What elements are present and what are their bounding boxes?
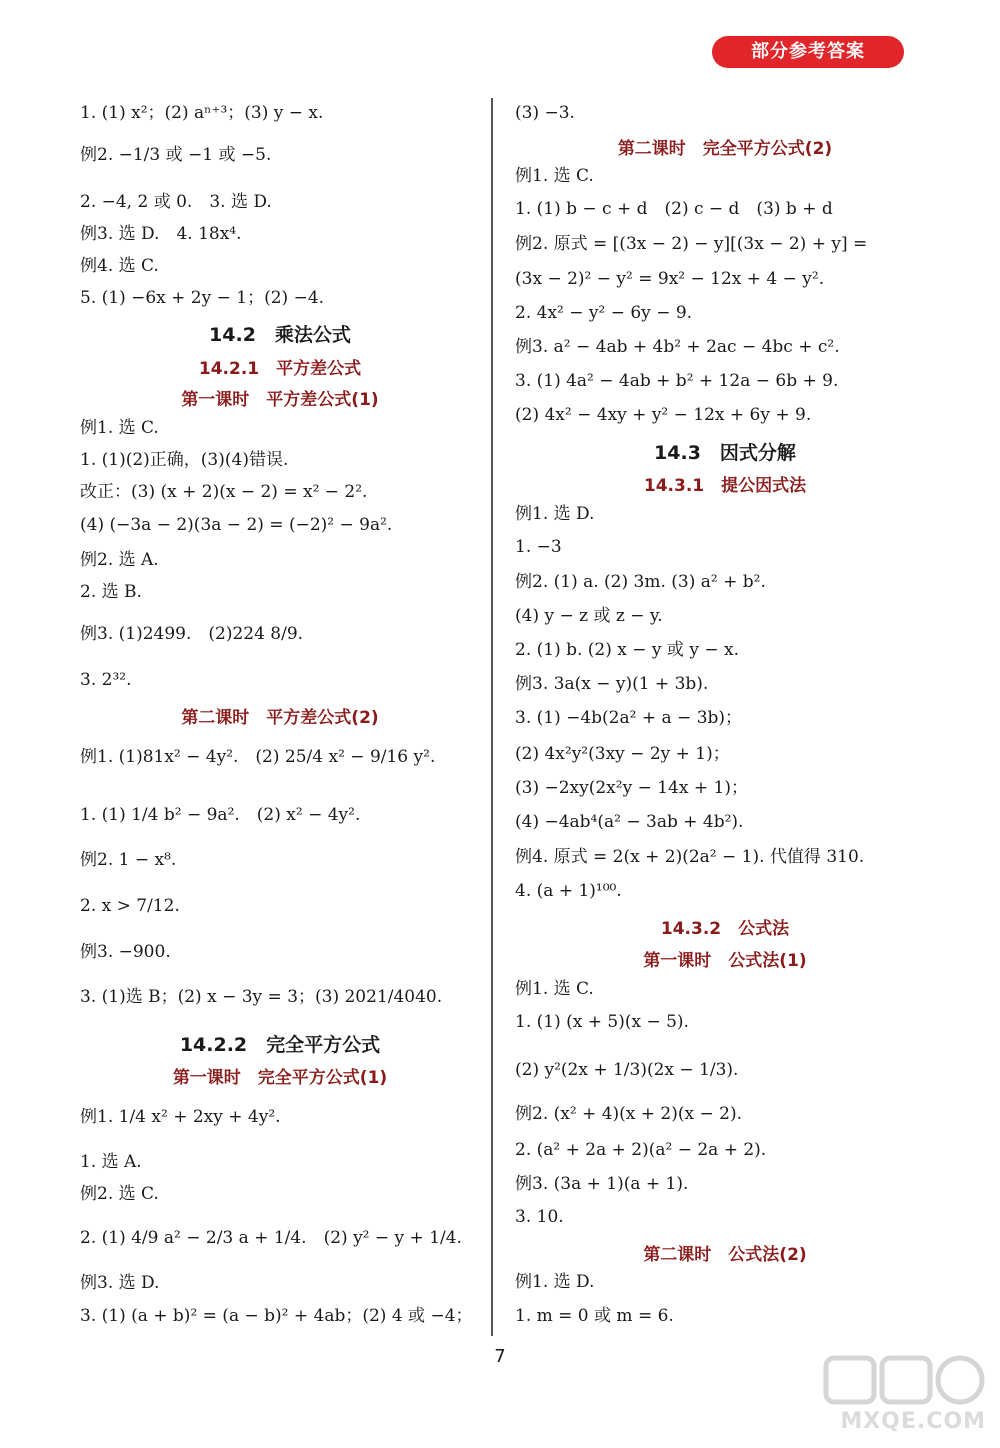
answer-line: 例1. 选 D.: [515, 1272, 595, 1292]
answer-line: 5. (1) −6x + 2y − 1；(2) −4.: [80, 288, 325, 308]
answer-line: 例2. 选 A.: [80, 550, 159, 570]
lesson-heading: 第一课时 完全平方公式(1): [172, 1068, 388, 1088]
answer-line: (4) (−3a − 2)(3a − 2) = (−2)² − 9a².: [80, 515, 393, 535]
answer-line: 例2. (1) a. (2) 3m. (3) a² + b².: [515, 572, 766, 592]
answer-line: 例4. 原式 = 2(x + 2)(2a² − 1). 代值得 310.: [515, 847, 865, 867]
answer-line: 例1. 选 C.: [80, 418, 159, 438]
answer-line: 2. 选 B.: [80, 582, 142, 602]
answer-line: (2) 4x² − 4xy + y² − 12x + 6y + 9.: [515, 405, 812, 425]
answer-line: 1. (1) x²；(2) aⁿ⁺³；(3) y − x.: [80, 103, 324, 123]
watermark-text: MXQE.COM: [840, 1409, 986, 1434]
answer-line: 例2. 选 C.: [80, 1184, 159, 1204]
answer-line: 3. (1)选 B；(2) x − 3y = 3；(3) 2021/4040.: [80, 987, 443, 1007]
subsection-heading: 14.3.2 公式法: [660, 919, 790, 939]
watermark-seal-icon: [820, 1350, 990, 1410]
answer-line: 2. 4x² − y² − 6y − 9.: [515, 303, 693, 323]
lesson-heading: 第一课时 平方差公式(1): [181, 390, 379, 410]
answer-line: 例3. 选 D. 4. 18x⁴.: [80, 224, 242, 244]
section-heading: 14.3 因式分解: [654, 442, 796, 464]
answer-line: 2. (1) b. (2) x − y 或 y − x.: [515, 640, 739, 660]
answer-line: (2) y²(2x + 1/3)(2x − 1/3).: [515, 1060, 739, 1080]
answer-line: 例2. (x² + 4)(x + 2)(x − 2).: [515, 1104, 743, 1124]
answer-line: 1. (1)(2)正确，(3)(4)错误.: [80, 450, 289, 470]
answer-line: 3. 10.: [515, 1207, 564, 1227]
answer-line: 例3. −900.: [80, 942, 171, 962]
lesson-heading: 第二课时 公式法(2): [643, 1245, 807, 1265]
answer-line: 例1. (1)81x² − 4y². (2) 25/4 x² − 9/16 y².: [80, 747, 436, 767]
page-number: 7: [494, 1346, 506, 1367]
answer-line: (2) 4x²y²(3xy − 2y + 1)；: [515, 744, 730, 764]
answer-line: (4) −4ab⁴(a² − 3ab + 4b²).: [515, 812, 744, 832]
answer-line: 1. (1) b − c + d (2) c − d (3) b + d: [515, 199, 833, 219]
answer-line: 例4. 选 C.: [80, 256, 159, 276]
answer-line: 例1. 选 C.: [515, 166, 594, 186]
answer-line: 3. (1) (a + b)² = (a − b)² + 4ab；(2) 4 或 −4；: [80, 1306, 473, 1326]
answer-line: 1. (1) 1/4 b² − 9a². (2) x² − 4y².: [80, 805, 361, 825]
answer-line: 1. m = 0 或 m = 6.: [515, 1306, 674, 1326]
answer-line: 例2. 1 − x⁸.: [80, 850, 177, 870]
lesson-heading: 第一课时 公式法(1): [643, 951, 807, 971]
answer-line: 例3. (3a + 1)(a + 1).: [515, 1174, 689, 1194]
answer-line: 例3. (1)2499. (2)224 8/9.: [80, 624, 304, 644]
answer-line: (3) −2xy(2x²y − 14x + 1)；: [515, 778, 748, 798]
answer-line: 例1. 1/4 x² + 2xy + 4y².: [80, 1107, 281, 1127]
answer-key-badge: 部分参考答案: [712, 36, 904, 68]
answer-line: 2. −4, 2 或 0. 3. 选 D.: [80, 192, 272, 212]
answer-line: 例1. 选 D.: [515, 504, 595, 524]
answer-line: 3. 2³².: [80, 670, 132, 690]
answer-line: 例3. 选 D.: [80, 1273, 160, 1293]
answer-line: 1. 选 A.: [80, 1152, 142, 1172]
lesson-heading: 第二课时 完全平方公式(2): [617, 139, 833, 159]
subsection-heading: 14.2.2 完全平方公式: [179, 1034, 381, 1056]
answer-line: 1. −3: [515, 537, 562, 557]
answer-line: 例2. −1/3 或 −1 或 −5.: [80, 145, 272, 165]
subsection-heading: 14.2.1 平方差公式: [198, 359, 362, 379]
answer-line: (3) −3.: [515, 103, 575, 123]
answer-line: 1. (1) (x + 5)(x − 5).: [515, 1012, 689, 1032]
answer-line: 2. (a² + 2a + 2)(a² − 2a + 2).: [515, 1140, 767, 1160]
answer-line: 例2. 原式 = [(3x − 2) − y][(3x − 2) + y] =: [515, 234, 868, 254]
answer-line: 4. (a + 1)¹⁰⁰.: [515, 881, 622, 901]
subsection-heading: 14.3.1 提公因式法: [643, 476, 807, 496]
watermark-logo: [820, 1350, 990, 1440]
answer-line: (4) y − z 或 z − y.: [515, 606, 663, 626]
answer-line: 2. (1) 4/9 a² − 2/3 a + 1/4. (2) y² − y + 1/4.: [80, 1228, 462, 1248]
answer-line: (3x − 2)² − y² = 9x² − 12x + 4 − y².: [515, 269, 825, 289]
answer-line: 例3. a² − 4ab + 4b² + 2ac − 4bc + c².: [515, 337, 840, 357]
answer-line: 2. x > 7/12.: [80, 896, 180, 916]
answer-line: 例1. 选 C.: [515, 979, 594, 999]
lesson-heading: 第二课时 平方差公式(2): [181, 708, 379, 728]
section-heading: 14.2 乘法公式: [209, 324, 351, 346]
answer-line: 改正：(3) (x + 2)(x − 2) = x² − 2².: [80, 482, 368, 502]
column-divider: [491, 98, 493, 1336]
answer-line: 3. (1) −4b(2a² + a − 3b)；: [515, 708, 743, 728]
answer-line: 例3. 3a(x − y)(1 + 3b).: [515, 674, 709, 694]
answer-line: 3. (1) 4a² − 4ab + b² + 12a − 6b + 9.: [515, 371, 839, 391]
